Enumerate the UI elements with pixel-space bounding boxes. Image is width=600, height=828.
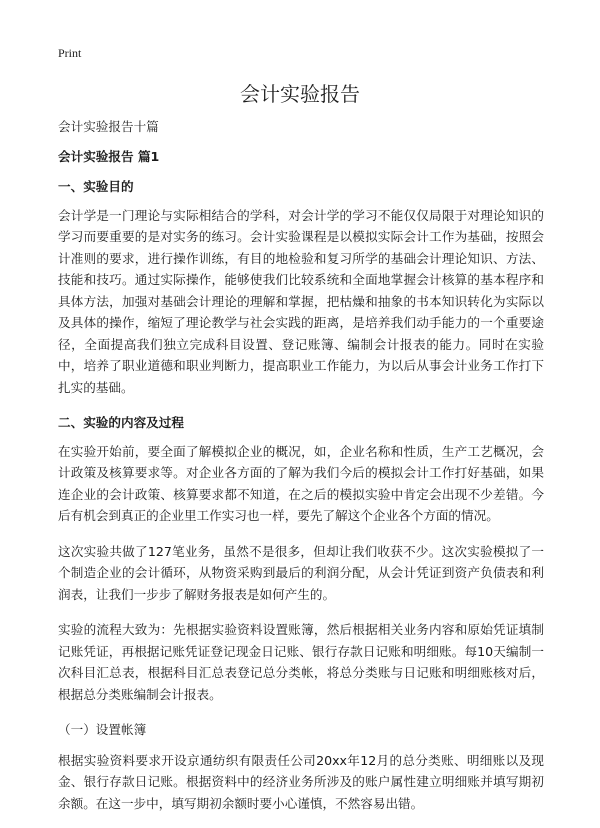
- paragraph-process-3: 实验的流程大致为：先根据实验资料设置账簿，然后根据相关业务内容和原始凭证填制记账凭证，再根据记账凭证登记现金日记账、银行存款日记账和明细账。每10天编制一次科目汇总表，根据科目汇总表登记总分类帐，将总分类账与日记账和明细账核对后，根据总分类账编制会计报表。: [58, 622, 544, 702]
- document-body: [58, 116, 544, 828]
- paragraph-process-1: 在实验开始前，要全面了解模拟企业的概况，如，企业名称和性质，生产工艺概况，会计政策及核算要求等。对企业各方面的了解为我们今后的模拟会计工作打好基础，如果连企业的会计政策、核算要求都不知道，在之后的模拟实验中肯定会出现不少差错。今后有机会到真正的企业里工作实习也一样，要先了解这个企业各个方面的情况。: [58, 443, 544, 523]
- sub-heading-setup-accounts: （一）设置帐簿: [58, 722, 147, 737]
- paragraph-purpose: 会计学是一门理论与实际相结合的学科，对会计学的学习不能仅仅局限于对理论知识的学习而要重要的是对实务的练习。会计实验课程是以模拟实际会计工作为基础，按照会计准则的要求，进行操作训练，有目的地检验和复习所学的基础会计理论知识、方法、技能和技巧。通过实际操作，能够使我们比较系统和全面地掌握会计核算的基本程序和具体方法，加强对基础会计理论的理解和掌握，把枯燥和抽象的书本知识转化为实际以及具体的操作，缩短了理论教学与社会实践的距离，是培养我们动手能力的一个重要途径，全面提高我们独立完成科目设置、登记账簿、编制会计报表的能力。同时在实验中，培养了职业道德和职业判断力，提高职业工作能力，为以后从事会计业务工作打下扎实的基础。: [58, 207, 544, 395]
- document-title: 会计实验报告: [240, 82, 360, 106]
- section-heading-purpose: 一、实验目的: [58, 179, 134, 194]
- print-link[interactable]: Print: [58, 46, 82, 60]
- article-title: 会计实验报告 篇1: [58, 148, 160, 164]
- section-heading-process: 二、实验的内容及过程: [58, 415, 184, 430]
- document-subtitle: 会计实验报告十篇: [58, 119, 159, 134]
- paragraph-process-2: 这次实验共做了127笔业务，虽然不是很多，但却让我们收获不少。这次实验模拟了一个制造企业的会计循环，从物资采购到最后的利润分配，从会计凭证到资产负债表和利润表，让我们一步步了解财务报表是如何产生的。: [58, 543, 544, 602]
- paragraph-setup-accounts: 根据实验资料要求开设京通纺织有限责任公司20xx年12月的总分类账、明细账以及现金、银行存款日记账。根据资料中的经济业务所涉及的账户属性建立明细账并填写期初余额。在这一步中，填写期初余额时要小心谨慎，不然容易出错。: [58, 752, 544, 811]
